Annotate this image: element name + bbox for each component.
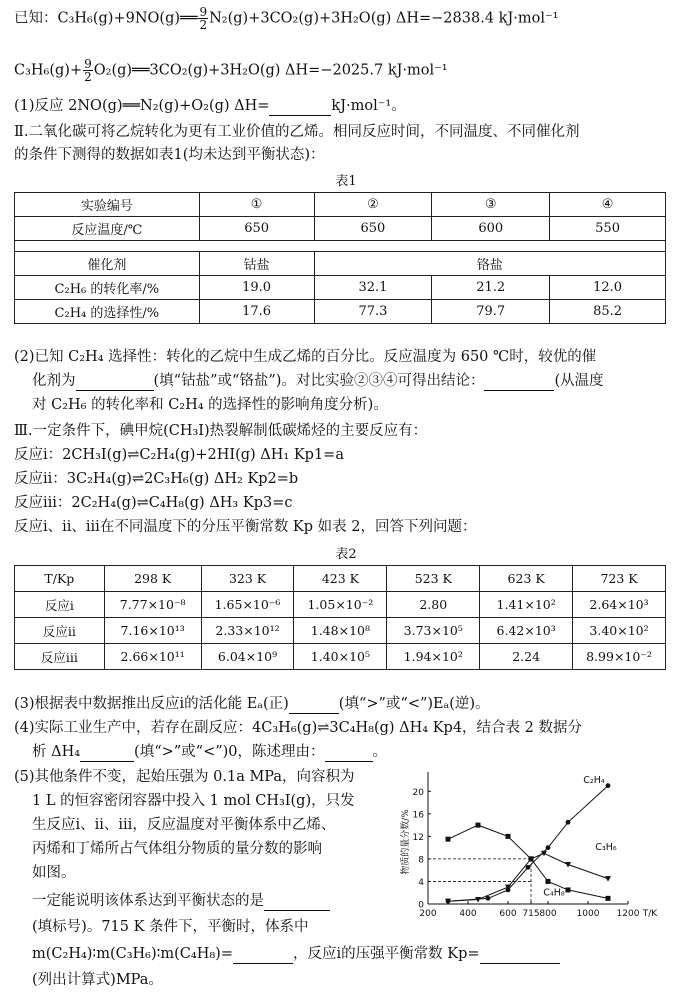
table1-caption: 表1 — [335, 174, 357, 189]
series-line — [448, 853, 608, 901]
answer-blank-2a[interactable] — [76, 375, 154, 391]
question-5-line3: 生反应ⅰ、ⅱ、ⅲ，反应温度对平衡体系中乙烯、 — [32, 817, 336, 833]
y-axis-label: 物质的量分数/% — [401, 809, 411, 875]
series-line — [448, 825, 608, 898]
eq1-right: N₂(g)+3CO₂(g)+3H₂O(g) ΔH=−2838.4 kJ·mol⁻¹ — [209, 10, 559, 27]
question-5-line2: 1 L 的恒容密闭容器中投入 1 mol CH₃I(g)，只发 — [32, 793, 355, 809]
y-tick-label: 20 — [412, 787, 424, 798]
data-point — [526, 865, 531, 870]
part3-intro2: 反应ⅰ、ⅱ、ⅲ在不同温度下的分压平衡常数 Kp 如表 2，回答下列问题： — [14, 519, 477, 535]
given-equation-2: C₃H₆(g)+ $\frac{9}{2}$ O₂(g)══3CO₂(g)+3H₂O(g) ΔH=−2025.7 kJ·mol⁻¹ — [14, 57, 448, 84]
mole-fraction-chart — [398, 762, 686, 934]
table2-row-reaction-ii: 反应ⅱ 7.16×10¹³ 2.33×10¹² 1.48×10⁸ 3.73×10⁵ 6.42×10³ 3.40×10² — [15, 618, 666, 644]
question-5-line6: 一定能说明该体系达到平衡状态的是 — [32, 891, 682, 911]
reaction-iii: 反应ⅲ：2C₂H₄(g)⇌C₄H₈(g) ΔH₃ Kp3=c — [14, 495, 293, 511]
y-tick-label: 4 — [418, 877, 424, 888]
question-1: (1)反应 2NO(g)══N₂(g)+O₂(g) ΔH= kJ·mol⁻¹。 — [14, 98, 406, 114]
data-point — [546, 879, 551, 884]
eq1-left: 已知：C₃H₆(g)+9NO(g)══ — [14, 10, 198, 27]
y-tick-label: 16 — [412, 810, 424, 821]
question-5-line1: (5)其他条件不变，起始压强为 0.1a MPa，向容积为 — [14, 769, 355, 785]
eq2-fraction: $\frac{9}{2}$ — [84, 57, 92, 84]
series-label: C₄H₈ — [543, 887, 565, 899]
data-point — [476, 823, 481, 828]
data-point — [605, 876, 611, 882]
answer-blank-5a[interactable] — [264, 895, 330, 911]
question-5-line8: m(C₂H₄)∶m(C₃H₆)∶m(C₄H₈)= ，反应ⅰ的压强平衡常数 Kp= — [32, 944, 682, 964]
answer-blank-3[interactable] — [289, 698, 339, 714]
question-5-line9: (列出计算式)MPa。 — [32, 972, 163, 988]
answer-blank-4b[interactable] — [325, 746, 373, 762]
table1-selectivity-row: C₂H₄ 的选择性/% 17.6 77.3 79.7 85.2 — [15, 300, 666, 324]
reaction-ii: 反应ⅱ：3C₂H₄(g)⇌2C₃H₆(g) ΔH₂ Kp2=b — [14, 471, 299, 487]
x-tick-label: 715 — [522, 909, 540, 919]
series-line — [448, 786, 608, 902]
x-axis-label: T/K — [642, 909, 658, 919]
given-equation-1 — [14, 6, 682, 31]
y-tick-label: 12 — [412, 832, 424, 843]
table2-row-reaction-i: 反应ⅰ 7.77×10⁻⁸ 1.65×10⁻⁶ 1.05×10⁻² 2.80 1.41×10² 2.64×10³ — [15, 592, 666, 618]
eq1-fraction: $\frac{9}{2}$ — [199, 5, 208, 32]
part2-line2: 的条件下测得的数据如表1(均未达到平衡状态)： — [14, 147, 325, 163]
data-point — [506, 834, 511, 839]
table1-header-row: 实验编号 ① ② ③ ④ — [15, 193, 666, 217]
answer-blank-5b[interactable] — [233, 948, 293, 964]
table1-catalyst-row: 催化剂 钴盐 铬盐 — [15, 252, 666, 276]
data-point — [486, 896, 491, 901]
answer-blank-2b[interactable] — [484, 375, 554, 391]
answer-blank-1[interactable] — [269, 100, 331, 116]
x-tick-label: 600 — [499, 909, 517, 919]
series-label: C₃H₆ — [595, 841, 617, 853]
table1-temp-row: 反应温度/℃ 650 650 600 550 — [15, 217, 666, 241]
table2-row-reaction-iii: 反应ⅲ 2.66×10¹¹ 6.04×10⁹ 1.40×10⁵ 1.94×10² 2.24 8.99×10⁻² — [15, 644, 666, 670]
question-4-line1: (4)实际工业生产中，若存在副反应：4C₃H₆(g)⇌3C₄H₈(g) ΔH₄ Kp4，结合表 2 数据分 — [14, 720, 582, 736]
part2-line1: Ⅱ.二氧化碳可将乙烷转化为更有工业价值的乙烯。相同反应时间，不同温度、不同催化剂 — [14, 124, 580, 140]
data-point — [606, 896, 611, 901]
question-5-line4: 丙烯和丁烯所占气体组分物质的量分数的影响 — [32, 841, 322, 857]
data-point — [566, 820, 571, 825]
data-point — [546, 845, 551, 850]
question-2-line2: 化剂为 (填“钴盐”或“铬盐”)。对比实验②③④可得出结论： (从温度 — [32, 373, 604, 389]
table2 — [14, 565, 666, 670]
data-point — [529, 856, 534, 861]
table2-header-row: T/Kp 298 K 323 K 423 K 523 K 623 K 723 K — [15, 566, 666, 592]
question-5-line5: 如图。 — [32, 865, 76, 881]
question-4-line2: 析 ΔH₄ (填“>”或“<”)0，陈述理由： 。 — [32, 744, 388, 760]
table1-conversion-row: C₂H₆ 的转化率/% 19.0 32.1 21.2 12.0 — [15, 276, 666, 300]
y-tick-label: 0 — [418, 900, 424, 911]
y-tick-label: 8 — [418, 855, 424, 866]
question-2-line1: (2)已知 C₂H₄ 选择性：转化的乙烷中生成乙烯的百分比。反应温度为 650 ℃时，较优的催 — [14, 349, 597, 365]
data-point — [606, 783, 611, 788]
x-tick-label: 1200 — [616, 909, 640, 919]
answer-blank-4a[interactable] — [80, 746, 134, 762]
x-tick-label: 400 — [459, 909, 477, 919]
answer-blank-5c[interactable] — [480, 948, 560, 964]
x-tick-label: 200 — [419, 909, 437, 919]
data-point — [446, 837, 451, 842]
question-2-line3: 对 C₂H₆ 的转化率和 C₂H₄ 的选择性的影响角度分析)。 — [32, 397, 388, 413]
series-label: C₂H₄ — [583, 774, 605, 786]
x-tick-label: 1000 — [576, 909, 600, 919]
x-tick-label: 800 — [539, 909, 557, 919]
table2-caption: 表2 — [335, 547, 357, 562]
table1 — [14, 192, 666, 324]
part3-title: Ⅲ.一定条件下，碘甲烷(CH₃I)热裂解制低碳烯烃的主要反应有： — [14, 423, 428, 439]
question-5-line7: (填标号)。715 K 条件下，平衡时，体系中 — [32, 919, 309, 935]
data-point — [566, 887, 571, 892]
reaction-i: 反应ⅰ：2CH₃I(g)⇌C₂H₄(g)+2HI(g) ΔH₁ Kp1=a — [14, 447, 344, 463]
question-3: (3)根据表中数据推出反应ⅰ的活化能 Eₐ(正) (填“>”或“<”)Eₐ(逆)。 — [14, 696, 490, 712]
